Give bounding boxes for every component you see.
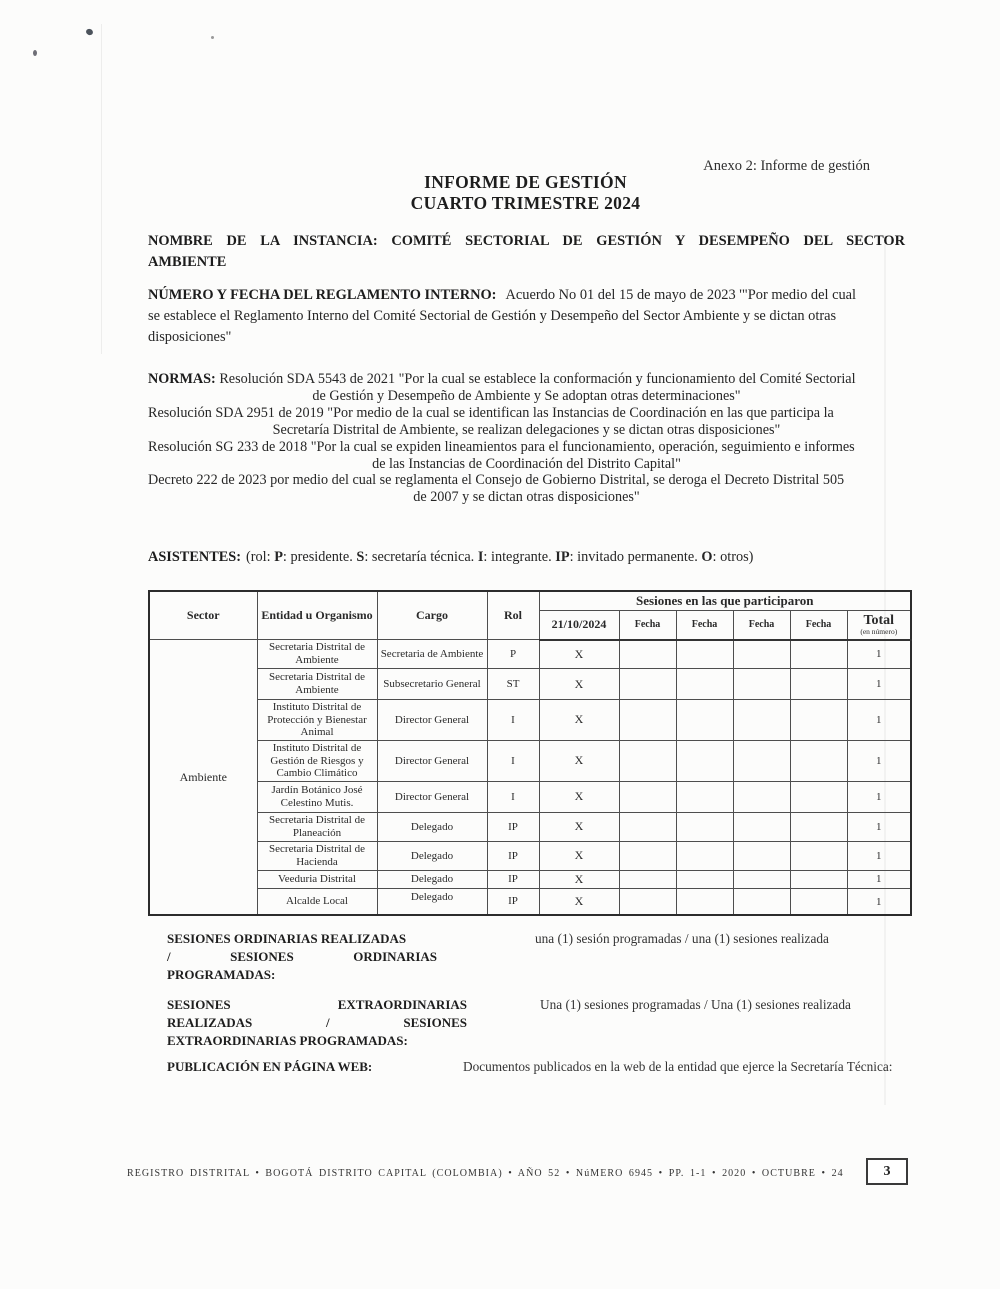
session-cell [676, 870, 733, 888]
session-cell [676, 669, 733, 700]
cargo-cell: Director General [377, 781, 487, 812]
session-label-line: SESIONES ORDINARIAS REALIZADAS [167, 931, 407, 946]
total-cell: 1 [847, 812, 911, 841]
session-value: Una (1) sesiones programadas / Una (1) sesiones realizada [540, 997, 851, 1012]
session-cell [733, 888, 790, 915]
asistentes-legend [246, 549, 753, 565]
instancia-line1: NOMBRE DE LA INSTANCIA: COMITÉ SECTORIAL DE GESTIÓN Y DESEMPEÑO DEL SECTOR [148, 233, 905, 249]
session-cell [733, 812, 790, 841]
total-cell: 1 [847, 700, 911, 741]
cargo-cell: Subsecretario General [377, 669, 487, 700]
reglamento-line1-rest: Acuerdo No 01 del 15 de mayo de 2023 '"Por medio del cual [505, 287, 857, 303]
entidad-cell: Alcalde Local [257, 888, 377, 915]
session-label-line: SESIONES EXTRAORDINARIAS [167, 997, 467, 1012]
session-cell: X [539, 781, 619, 812]
legend-rol-key: P [274, 549, 283, 565]
table-row [149, 640, 911, 669]
session-cell: X [539, 669, 619, 700]
col-header-entidad: Entidad u Organismo [257, 591, 377, 640]
page-number-box [866, 1158, 908, 1185]
col-header-total-title: Total [863, 612, 895, 628]
rol-cell: IP [487, 812, 539, 841]
col-header-fecha-4: Fecha [733, 611, 790, 640]
session-cell [619, 888, 676, 915]
table-row [149, 888, 911, 915]
session-entry [167, 1058, 947, 1076]
session-entry [167, 996, 947, 1050]
entidad-cell: Secretaria Distrital de Hacienda [257, 841, 377, 870]
total-cell: 1 [847, 669, 911, 700]
session-cell [790, 888, 847, 915]
legend-text: : presidente. [282, 549, 357, 565]
table-row [149, 870, 911, 888]
session-cell: X [539, 640, 619, 669]
reglamento-line3: disposiciones" [148, 329, 232, 345]
table-row [149, 700, 911, 741]
instancia-line2: AMBIENTE [148, 254, 227, 270]
session-cell [676, 700, 733, 741]
session-cell [619, 812, 676, 841]
entidad-cell: Jardín Botánico José Celestino Mutis. [257, 781, 377, 812]
rol-cell: IP [487, 841, 539, 870]
scan-speck [85, 28, 94, 36]
table-row [149, 781, 911, 812]
asistentes-label: ASISTENTES: [148, 549, 241, 565]
scan-speck [211, 36, 214, 39]
session-cell [790, 812, 847, 841]
session-value: Documentos publicados en la web de la entidad que ejerce la Secretaría Técnica: [463, 1059, 893, 1074]
session-label [167, 996, 467, 1050]
session-cell: X [539, 841, 619, 870]
session-label-line: PROGRAMADAS: [167, 967, 276, 982]
session-cell [790, 781, 847, 812]
cargo-cell: Director General [377, 700, 487, 741]
reglamento-line1 [148, 285, 905, 306]
normas-paragraph [148, 371, 905, 506]
session-cell [676, 841, 733, 870]
norma-line2: de 2007 y se dictan otras disposiciones" [413, 489, 640, 506]
norma-line1: Resolución SDA 2951 de 2019 "Por medio de la cual se identifican las Instancias de Coordinación en las que participa la [148, 404, 834, 421]
session-cell [676, 640, 733, 669]
rol-cell: P [487, 640, 539, 669]
session-cell: X [539, 888, 619, 915]
footer-imprint: REGISTRO DISTRITAL • BOGOTÁ DISTRITO CAPITAL (COLOMBIA) • AÑO 52 • NúMERO 6945 • PP. 1-1 • 2020 • OCTUBRE • 24 [127, 1168, 844, 1179]
cargo-cell: Delegado [377, 841, 487, 870]
session-value: una (1) sesión programadas / una (1) sesiones realizada [535, 931, 829, 946]
session-cell [676, 812, 733, 841]
session-cell [619, 870, 676, 888]
norma-line1: Resolución SG 233 de 2018 "Por la cual se expiden lineamientos para el funcionamiento, operación, seguimiento e informes [148, 438, 855, 455]
session-cell: X [539, 700, 619, 741]
total-cell: 1 [847, 740, 911, 781]
legend-text: (rol: [245, 549, 275, 565]
legend-rol-key: I [477, 549, 484, 565]
page-number: 3 [883, 1163, 891, 1179]
total-cell: 1 [847, 841, 911, 870]
annex-label: Anexo 2: Informe de gestión [703, 158, 870, 174]
rol-cell: I [487, 740, 539, 781]
col-header-cargo: Cargo [377, 591, 487, 640]
total-cell: 1 [847, 870, 911, 888]
legend-text: : secretaría técnica. [364, 549, 478, 565]
session-label [167, 1058, 447, 1076]
rol-cell: IP [487, 888, 539, 915]
normas-label: NORMAS: [148, 371, 220, 387]
instancia-paragraph [148, 231, 905, 273]
session-label-line: PUBLICACIÓN EN PÁGINA WEB: [167, 1059, 373, 1074]
cargo-cell: Delegado [377, 888, 487, 915]
session-cell [790, 669, 847, 700]
norma-line2: de Gestión y Desempeño de Ambiente y Se adoptan otras determinaciones" [312, 387, 741, 404]
normas-lines [148, 371, 905, 506]
col-header-sector: Sector [149, 591, 257, 640]
document-title-line1: INFORME DE GESTIÓN [424, 172, 627, 192]
legend-text: : integrante. [483, 549, 556, 565]
col-header-sesiones: Sesiones en las que participaron [539, 591, 911, 611]
session-cell [619, 740, 676, 781]
legend-text: : invitado permanente. [569, 549, 702, 565]
rol-cell: IP [487, 870, 539, 888]
session-cell [790, 870, 847, 888]
session-cell [676, 781, 733, 812]
legend-text: : otros) [712, 549, 754, 565]
session-cell [676, 888, 733, 915]
session-cell [619, 669, 676, 700]
session-cell [790, 841, 847, 870]
session-cell [790, 640, 847, 669]
entidad-cell: Secretaria Distrital de Ambiente [257, 640, 377, 669]
rol-cell: ST [487, 669, 539, 700]
asistentes-paragraph [148, 547, 905, 568]
sector-cell: Ambiente [149, 640, 257, 916]
legend-rol-key: O [701, 549, 713, 565]
session-entry [167, 930, 947, 984]
session-cell [733, 870, 790, 888]
table-row [149, 812, 911, 841]
session-cell [733, 781, 790, 812]
session-cell [733, 740, 790, 781]
session-cell [676, 740, 733, 781]
legend-rol-key: IP [555, 549, 570, 565]
session-cell: X [539, 870, 619, 888]
session-cell [790, 740, 847, 781]
session-cell [619, 700, 676, 741]
session-cell: X [539, 812, 619, 841]
norma-line2: Secretaría Distrital de Ambiente, se realizan delegaciones y se dictan otras disposiciones" [272, 421, 781, 438]
session-cell [733, 669, 790, 700]
cargo-cell: Delegado [377, 812, 487, 841]
total-cell: 1 [847, 888, 911, 915]
reglamento-paragraph [148, 285, 905, 348]
norma-line1: NORMAS: Resolución SDA 5543 de 2021 "Por la cual se establece la conformación y funcionamiento del Comité Sectorial [148, 371, 856, 387]
col-header-fecha-2: Fecha [619, 611, 676, 640]
table-row [149, 740, 911, 781]
reglamento-label: NÚMERO Y FECHA DEL REGLAMENTO INTERNO: [148, 287, 497, 303]
legend-rol-key: S [356, 549, 365, 565]
col-header-fecha-3: Fecha [676, 611, 733, 640]
rol-cell: I [487, 781, 539, 812]
asistentes-table [148, 590, 912, 916]
reglamento-line2: se establece el Reglamento Interno del Comité Sectorial de Gestión y Desempeño del Sector Ambiente y se dictan otras [148, 308, 837, 324]
session-label-line: EXTRAORDINARIAS PROGRAMADAS: [167, 1033, 408, 1048]
col-header-total [847, 611, 911, 640]
table-row [149, 841, 911, 870]
cargo-cell: Delegado [377, 870, 487, 888]
session-cell: X [539, 740, 619, 781]
session-cell [619, 640, 676, 669]
asistentes-table-wrap [148, 590, 912, 916]
rol-cell: I [487, 700, 539, 741]
scan-speck [33, 50, 37, 56]
col-header-fecha-1: 21/10/2024 [539, 611, 619, 640]
norma-line2: de las Instancias de Coordinación del Distrito Capital" [372, 455, 681, 472]
session-cell [733, 640, 790, 669]
session-label-line: REALIZADAS / SESIONES [167, 1015, 467, 1030]
total-cell: 1 [847, 640, 911, 669]
total-cell: 1 [847, 781, 911, 812]
col-header-rol: Rol [487, 591, 539, 640]
session-label [167, 930, 437, 984]
sessions-section [167, 930, 947, 1100]
entidad-cell: Secretaria Distrital de Planeación [257, 812, 377, 841]
session-cell [619, 781, 676, 812]
document-title [148, 172, 903, 214]
table-row [149, 669, 911, 700]
cargo-cell: Director General [377, 740, 487, 781]
entidad-cell: Veeduria Distrital [257, 870, 377, 888]
session-cell [733, 841, 790, 870]
asistentes-table-body [149, 640, 911, 916]
col-header-fecha-5: Fecha [790, 611, 847, 640]
session-label-line: / SESIONES ORDINARIAS [167, 949, 437, 964]
document-title-line2: CUARTO TRIMESTRE 2024 [410, 193, 641, 213]
cargo-cell: Secretaria de Ambiente [377, 640, 487, 669]
norma-line1: Decreto 222 de 2023 por medio del cual se reglamenta el Consejo de Gobierno Distrital, se deroga el Decreto Distrital 505 [148, 472, 845, 489]
session-cell [733, 700, 790, 741]
scan-streak [101, 24, 102, 354]
session-cell [790, 700, 847, 741]
entidad-cell: Instituto Distrital de Gestión de Riesgos y Cambio Climático [257, 740, 377, 781]
entidad-cell: Secretaria Distrital de Ambiente [257, 669, 377, 700]
col-header-total-sub: (en número) [860, 626, 898, 636]
entidad-cell: Instituto Distrital de Protección y Bienestar Animal [257, 700, 377, 741]
session-cell [619, 841, 676, 870]
